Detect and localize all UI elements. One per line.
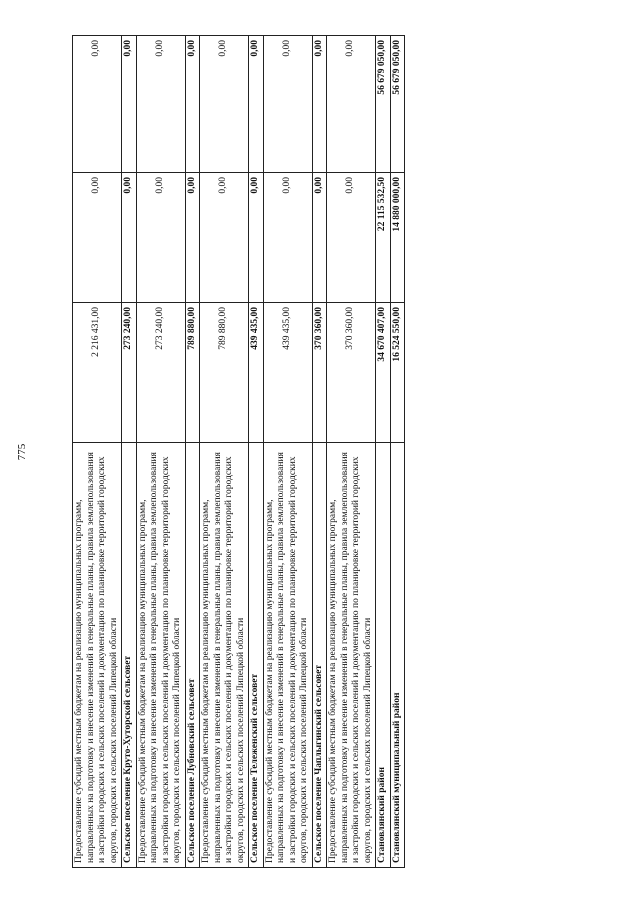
amount-cell: 0,00 bbox=[327, 173, 376, 303]
amount-cell: 0,00 bbox=[136, 173, 185, 303]
amount-cell: 370 360,00 bbox=[327, 303, 376, 443]
amount-cell: 0,00 bbox=[200, 173, 249, 303]
amount-cell: 789 880,00 bbox=[185, 303, 200, 443]
amount-cell: 0,00 bbox=[185, 36, 200, 173]
amount-cell: 0,00 bbox=[263, 36, 312, 173]
amount-cell: 0,00 bbox=[122, 36, 137, 173]
amount-cell: 789 880,00 bbox=[200, 303, 249, 443]
amount-cell: 439 435,00 bbox=[249, 303, 264, 443]
amount-cell: 0,00 bbox=[263, 173, 312, 303]
amount-cell: 0,00 bbox=[249, 173, 264, 303]
amount-cell: 0,00 bbox=[327, 36, 376, 173]
amount-cell: 0,00 bbox=[73, 173, 122, 303]
table-row-total bbox=[122, 36, 137, 868]
amount-cell: 0,00 bbox=[136, 36, 185, 173]
amount-cell: 22 115 532,50 bbox=[376, 173, 391, 303]
amount-cell: 0,00 bbox=[249, 36, 264, 173]
table-row bbox=[73, 36, 122, 868]
amount-cell: 34 670 407,00 bbox=[376, 303, 391, 443]
row-name-cell: Сельское поселение Тележенский сельсовет bbox=[249, 443, 264, 868]
amount-cell: 439 435,00 bbox=[263, 303, 312, 443]
amount-cell: 16 524 550,00 bbox=[390, 303, 405, 443]
amount-cell: 0,00 bbox=[185, 173, 200, 303]
table-row bbox=[136, 36, 185, 868]
amount-cell: 0,00 bbox=[122, 173, 137, 303]
row-name-cell: Предоставление субсидий местным бюджетам на реализацию муниципальных программ, направленных на подготовку и внесение изменений в генеральные планы, правила землепользования и застройки городских и сельских поселений и документацию по планировке территорий городских округов, городских и сельских поселений Липецкой области bbox=[263, 443, 312, 868]
amount-cell: 0,00 bbox=[312, 173, 327, 303]
row-name-cell: Сельское поселение Круто-Хуторской сельсовет bbox=[122, 443, 137, 868]
amount-cell: 370 360,00 bbox=[312, 303, 327, 443]
table-row-total bbox=[312, 36, 327, 868]
table-row bbox=[263, 36, 312, 868]
row-name-cell: Становлянский район bbox=[376, 443, 391, 868]
row-name-cell: Предоставление субсидий местным бюджетам на реализацию муниципальных программ, направленных на подготовку и внесение изменений в генеральные планы, правила землепользования и застройки городских и сельских поселений и документацию по планировке территорий городских округов, городских и сельских поселений Липецкой области bbox=[73, 443, 122, 868]
table-row-total bbox=[376, 36, 391, 868]
amount-cell: 273 240,00 bbox=[122, 303, 137, 443]
budget-table bbox=[72, 35, 405, 868]
row-name-cell: Сельское поселение Лубновский сельсовет bbox=[185, 443, 200, 868]
amount-cell: 2 216 431,00 bbox=[73, 303, 122, 443]
table-row-total bbox=[249, 36, 264, 868]
amount-cell: 14 880 000,00 bbox=[390, 173, 405, 303]
table-row bbox=[327, 36, 376, 868]
page-number: 775 bbox=[16, 443, 28, 461]
amount-cell: 0,00 bbox=[73, 36, 122, 173]
row-name-cell: Сельское поселение Чаплыгинский сельсовет bbox=[312, 443, 327, 868]
amount-cell: 56 679 050,00 bbox=[376, 36, 391, 173]
budget-table-rotated bbox=[72, 36, 622, 868]
row-name-cell: Предоставление субсидий местным бюджетам на реализацию муниципальных программ, направленных на подготовку и внесение изменений в генеральные планы, правила землепользования и застройки городских и сельских поселений и документацию по планировке территорий городских округов, городских и сельских поселений Липецкой области bbox=[136, 443, 185, 868]
table-row-total bbox=[185, 36, 200, 868]
row-name-cell: Становлянский муниципальный район bbox=[390, 443, 405, 868]
amount-cell: 56 679 050,00 bbox=[390, 36, 405, 173]
amount-cell: 0,00 bbox=[200, 36, 249, 173]
amount-cell: 273 240,00 bbox=[136, 303, 185, 443]
row-name-cell: Предоставление субсидий местным бюджетам на реализацию муниципальных программ, направленных на подготовку и внесение изменений в генеральные планы, правила землепользования и застройки городских и сельских поселений и документацию по планировке территорий городских округов, городских и сельских поселений Липецкой области bbox=[327, 443, 376, 868]
amount-cell: 0,00 bbox=[312, 36, 327, 173]
table-row bbox=[200, 36, 249, 868]
row-name-cell: Предоставление субсидий местным бюджетам на реализацию муниципальных программ, направленных на подготовку и внесение изменений в генеральные планы, правила землепользования и застройки городских и сельских поселений и документацию по планировке территорий городских округов, городских и сельских поселений Липецкой области bbox=[200, 443, 249, 868]
table-row-total bbox=[390, 36, 405, 868]
